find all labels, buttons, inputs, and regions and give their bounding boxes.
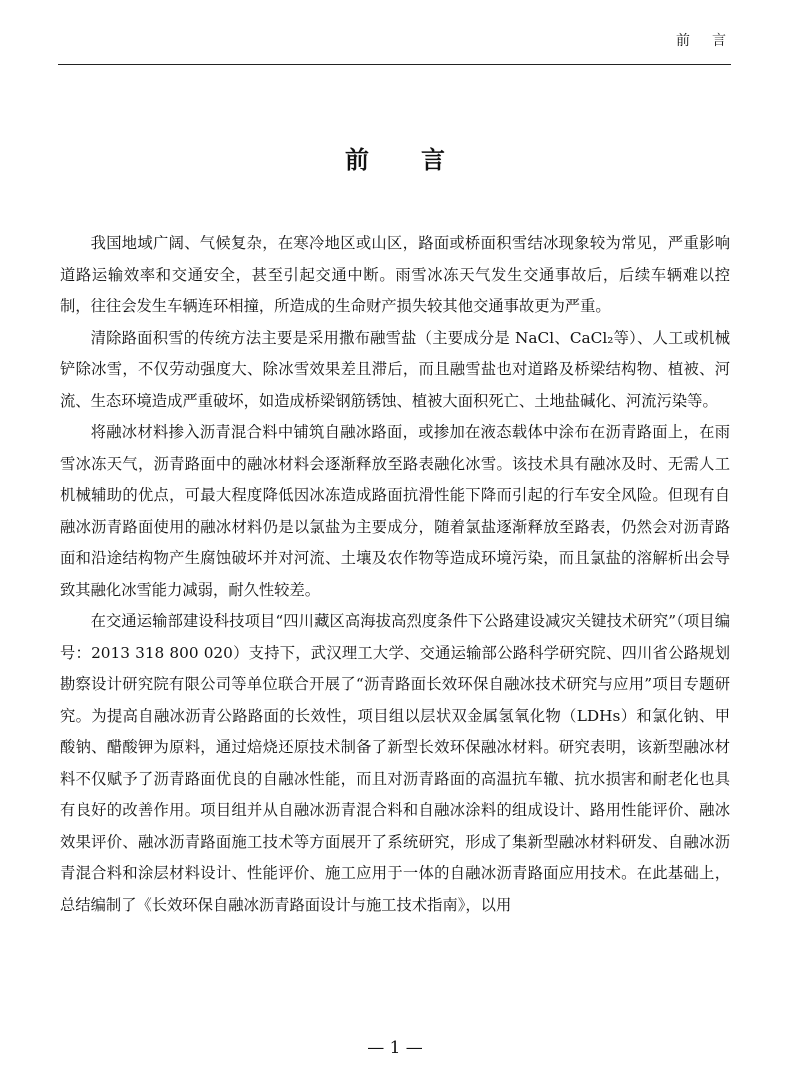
page-number: — 1 — bbox=[367, 1038, 423, 1058]
paragraph: 将融冰材料掺入沥青混合料中铺筑自融冰路面，或掺加在液态载体中涂布在沥青路面上，在雨雪冰冻天气，沥青路面中的融冰材料会逐渐释放至路表融化冰雪。该技术具有融冰及时、无需人工机械辅助的优点，可最大程度降低因冰冻造成路面抗滑性能下降而引起的行车安全风险。但现有自融冰沥青路面使用的融冰材料仍是以氯盐为主要成分，随着氯盐逐渐释放至路表，仍然会对沥青路面和沿途结构物产生腐蚀破坏并对河流、土壤及农作物等造成环境污染，而且氯盐的溶解析出会导致其融化冰雪能力减弱，耐久性较差。 bbox=[60, 423, 730, 599]
paragraph: 我国地域广阔、气候复杂，在寒冷地区或山区，路面或桥面积雪结冰现象较为常见，严重影响道路运输效率和交通安全，甚至引起交通中断。雨雪冰冻天气发生交通事故后，后续车辆难以控制，往往会发生车辆连环相撞，所造成的生命财产损失较其他交通事故更为严重。 bbox=[60, 234, 730, 315]
header-rule bbox=[58, 64, 731, 65]
body-text bbox=[60, 228, 730, 921]
paragraph: 清除路面积雪的传统方法主要是采用撒布融雪盐（主要成分是 NaCl、CaCl₂等）、人工或机械铲除冰雪，不仅劳动强度大、除冰雪效果差且滞后，而且融雪盐也对道路及桥梁结构物、植被、河流、生态环境造成严重破坏，如造成桥梁钢筋锈蚀、植被大面积死亡、土地盐碱化、河流污染等。 bbox=[60, 328, 730, 410]
paragraph: 在交通运输部建设科技项目“四川藏区高海拔高烈度条件下公路建设减灾关键技术研究”（项目编号：2013 318 800 020）支持下，武汉理工大学、交通运输部公路科学研究院、四川省公路规划勘察设计研究院有限公司等单位联合开展了“沥青路面长效环保自融冰技术研究与应用”项目专题研究。为提高自融冰沥青公路路面的长效性，项目组以层状双金属氢氧化物（LDHs）和氯化钠、甲酸钠、醋酸钾为原料，通过焙烧还原技术制备了新型长效环保融冰材料。研究表明，该新型融冰材料不仅赋予了沥青路面优良的自融冰性能，而且对沥青路面的高温抗车辙、抗水损害和耐老化也具有良好的改善作用。项目组并从自融冰沥青混合料和自融冰涂料的组成设计、路用性能评价、融冰效果评价、融冰沥青路面施工技术等方面展开了系统研究，形成了集新型融冰材料研发、自融冰沥青混合料和涂层材料设计、性能评价、施工应用于一体的自融冰沥青路面应用技术。在此基础上，总结编制了《长效环保自融冰沥青路面设计与施工技术指南》，以用 bbox=[60, 612, 730, 914]
running-header: 前言 bbox=[676, 33, 748, 49]
page-title: 前言 bbox=[345, 146, 497, 174]
